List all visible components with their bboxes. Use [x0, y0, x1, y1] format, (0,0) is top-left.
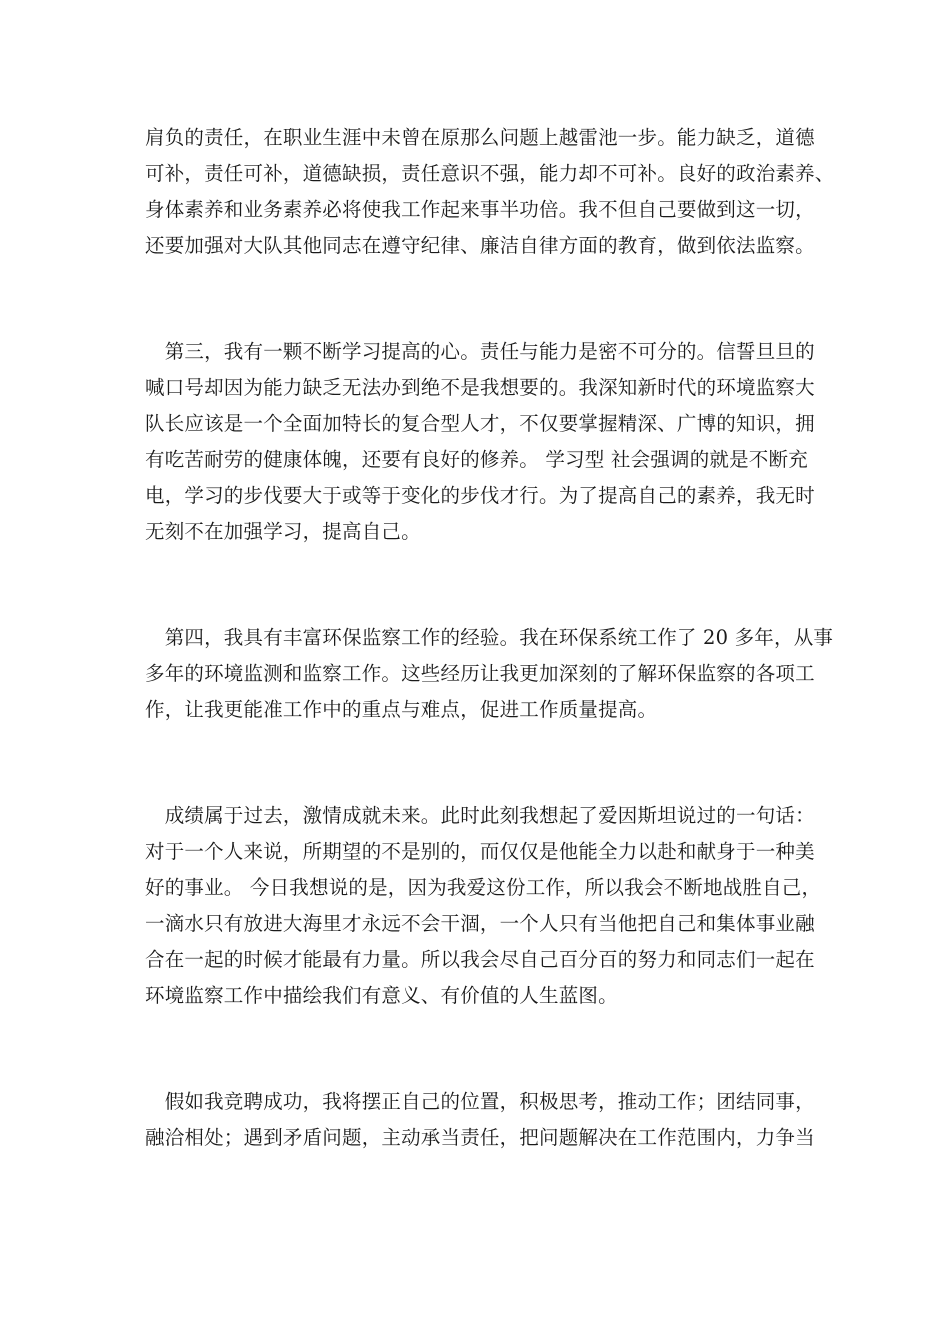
paragraph-2-line-2: 喊口号却因为能力缺乏无法办到绝不是我想要的。我深知新时代的环境监察大	[145, 376, 815, 399]
paragraph-4-line-6: 环境监察工作中描绘我们有意义、有价值的人生蓝图。	[145, 984, 618, 1007]
paragraph-4-line-3: 好的事业。 今日我想说的是，因为我爱这份工作，所以我会不断地战胜自己，	[145, 876, 822, 899]
paragraph-2-line-1: 第三，我有一颗不断学习提高的心。责任与能力是密不可分的。信誓旦旦的	[145, 340, 815, 363]
paragraph-1-line-4: 还要加强对大队其他同志在遵守纪律、廉洁自律方面的教育，做到依法监察。	[145, 234, 815, 257]
paragraph-5-line-2: 融洽相处；遇到矛盾问题，主动承当责任，把问题解决在工作范围内，力争当	[145, 1126, 815, 1149]
paragraph-4-line-5: 合在一起的时候才能最有力量。所以我会尽自己百分百的努力和同志们一起在	[145, 948, 815, 971]
paragraph-2-line-4: 有吃苦耐劳的健康体魄，还要有良好的修养。 学习型 社会强调的就是不断充	[145, 448, 808, 471]
paragraph-3-line-3: 作，让我更能准工作中的重点与难点，促进工作质量提高。	[145, 698, 658, 721]
paragraph-1-line-1: 肩负的责任，在职业生涯中未曾在原那么问题上越雷池一步。能力缺乏，道德	[145, 126, 815, 149]
paragraph-2-line-3: 队长应该是一个全面加特长的复合型人才，不仅要掌握精深、广博的知识，拥	[145, 412, 815, 435]
paragraph-1-line-2: 可补，责任可补，道德缺损，责任意识不强，能力却不可补。良好的政治素养、	[145, 162, 835, 185]
paragraph-2-line-5: 电，学习的步伐要大于或等于变化的步伐才行。为了提高自己的素养，我无时	[145, 484, 815, 507]
paragraph-3-line-1: 第四，我具有丰富环保监察工作的经验。我在环保系统工作了 20 多年，从事	[145, 626, 834, 649]
paragraph-4-line-4: 一滴水只有放进大海里才永远不会干涸，一个人只有当他把自己和集体事业融	[145, 912, 815, 935]
paragraph-1-line-3: 身体素养和业务素养必将使我工作起来事半功倍。我不但自己要做到这一切，	[145, 198, 815, 221]
paragraph-4-line-1: 成绩属于过去，激情成就未来。此时此刻我想起了爱因斯坦说过的一句话：	[145, 804, 815, 827]
paragraph-3-line-2: 多年的环境监测和监察工作。这些经历让我更加深刻的了解环保监察的各项工	[145, 662, 815, 685]
paragraph-2-line-6: 无刻不在加强学习，提高自己。	[145, 520, 421, 543]
paragraph-4-line-2: 对于一个人来说，所期望的不是别的，而仅仅是他能全力以赴和献身于一种美	[145, 840, 815, 863]
paragraph-5-line-1: 假如我竞聘成功，我将摆正自己的位置，积极思考，推动工作；团结同事，	[145, 1090, 815, 1113]
